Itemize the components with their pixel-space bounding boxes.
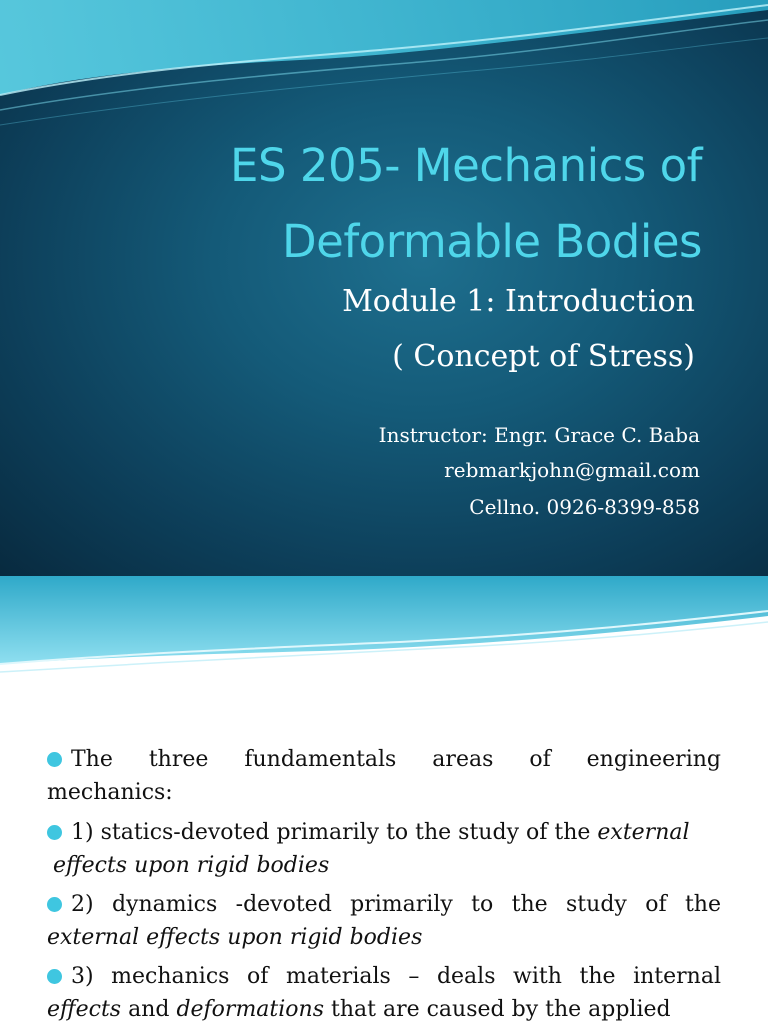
bullet-dot-icon xyxy=(47,752,62,767)
instructor-email: rebmarkjohn@gmail.com xyxy=(444,458,700,482)
bullet-4-end: that are caused by the applied xyxy=(324,997,671,1022)
slide-subtitle-line-2: ( Concept of Stress) xyxy=(392,339,695,374)
bullet-dot-icon xyxy=(47,897,62,912)
bullet-dot-icon xyxy=(47,825,62,840)
bullet-4-and: and xyxy=(121,997,177,1022)
bullet-mechanics-of-materials xyxy=(47,960,721,1024)
content-slide xyxy=(0,576,768,1024)
bullet-4-italic-effects: effects xyxy=(47,997,122,1022)
bullet-1-line-1: The three fundamentals areas of engineering xyxy=(71,747,721,772)
bullet-2-line-2: effects upon rigid bodies xyxy=(53,853,330,878)
bullet-3-line-2: external effects upon rigid bodies xyxy=(47,925,423,950)
bullet-3-line-1: 2) dynamics -devoted primarily to the study of the xyxy=(71,892,721,917)
bullet-2-text: 1) statics-devoted primarily to the study of the xyxy=(71,820,598,845)
slide-subtitle-line-1: Module 1: Introduction xyxy=(342,284,695,319)
bullet-fundamental-areas xyxy=(47,743,721,809)
decorative-wave-band xyxy=(0,576,768,676)
bullet-statics xyxy=(47,816,721,882)
bullet-dot-icon xyxy=(47,969,62,984)
bullet-4-line-1: 3) mechanics of materials – deals with the internal xyxy=(71,964,721,989)
bullet-dynamics xyxy=(47,888,721,954)
slide-title-line-2: Deformable Bodies xyxy=(282,215,702,268)
instructor-name: Instructor: Engr. Grace C. Baba xyxy=(378,423,700,447)
bullet-2-italic: external xyxy=(597,820,690,845)
slide-title-line-1: ES 205- Mechanics of xyxy=(230,139,702,192)
instructor-cell: Cellno. 0926-8399-858 xyxy=(469,495,700,519)
bullet-1-line-2: mechanics: xyxy=(47,780,173,805)
bullet-4-italic-deformations: deformations xyxy=(176,997,325,1022)
